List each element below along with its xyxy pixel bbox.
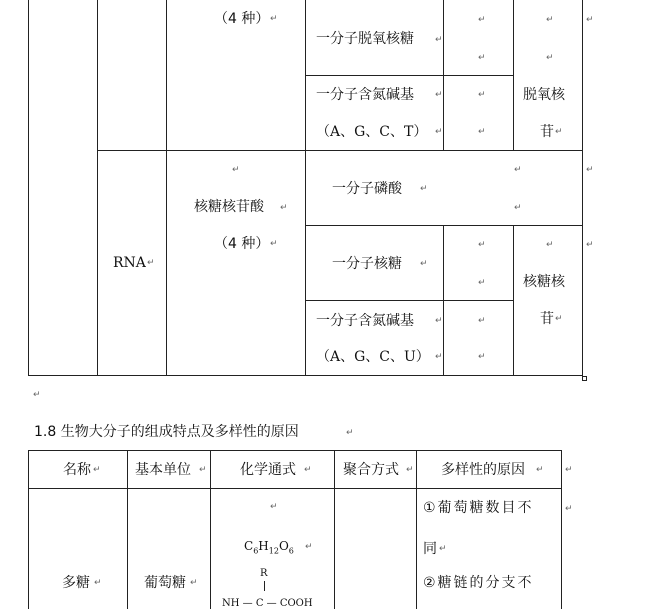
table-grid-line	[513, 226, 514, 376]
paragraph-mark-icon	[435, 91, 443, 100]
reason-line-1b: 同	[423, 541, 437, 557]
glucose-formula: $C_6H_{12}O_6$	[244, 539, 294, 556]
header-chemical-formula: 化学通式	[240, 462, 296, 478]
paragraph-mark-icon	[478, 317, 486, 326]
paragraph-mark-icon	[478, 16, 486, 25]
deoxynucleoside-line1: 脱氧核	[523, 87, 565, 103]
table-grid-line	[513, 0, 514, 151]
rna-nucleotide-count: （4 种）	[214, 236, 270, 252]
ribonucleoside-line1: 核糖核	[523, 274, 565, 290]
paragraph-mark-icon	[435, 353, 443, 362]
table-grid-line	[305, 75, 513, 76]
paragraph-mark-icon	[565, 466, 573, 475]
cell-polysaccharide: 多糖	[62, 575, 90, 591]
table-grid-line	[97, 0, 98, 376]
dna-base-line2: （A、G、C、T）	[316, 124, 428, 140]
rna-base-line1: 一分子含氮碱基	[316, 313, 414, 329]
rna-label: RNA	[113, 255, 146, 271]
amino-acid-r-group: R	[260, 568, 268, 579]
section-heading: 1.8 生物大分子的组成特点及多样性的原因	[34, 424, 299, 440]
paragraph-mark-icon	[190, 579, 198, 588]
paragraph-mark-icon	[478, 241, 486, 250]
paragraph-mark-icon	[546, 16, 554, 25]
table-header-divider	[28, 488, 562, 489]
dna-nucleotide-count: （4 种）	[214, 11, 270, 27]
paragraph-mark-icon	[478, 128, 486, 137]
paragraph-mark-icon	[270, 503, 278, 512]
paragraph-mark-icon	[280, 204, 288, 213]
paragraph-mark-icon	[420, 185, 428, 194]
paragraph-mark-icon	[586, 166, 594, 175]
paragraph-mark-icon	[232, 166, 240, 175]
deoxynucleoside-line2: 苷	[540, 124, 554, 140]
table-border-right	[582, 0, 583, 376]
table-grid-line	[97, 150, 583, 151]
paragraph-mark-icon	[420, 260, 428, 269]
table-grid-line	[305, 0, 306, 376]
formula-bond-line	[264, 581, 265, 591]
paragraph-mark-icon	[435, 317, 443, 326]
paragraph-mark-icon	[546, 241, 554, 250]
paragraph-mark-icon	[435, 36, 443, 45]
paragraph-mark-icon	[546, 54, 554, 63]
paragraph-mark-icon	[439, 545, 447, 554]
paragraph-mark-icon	[435, 128, 443, 137]
table-grid-line	[416, 450, 417, 609]
paragraph-mark-icon	[555, 128, 563, 137]
ribonucleoside-line2: 苷	[540, 311, 554, 327]
table-grid-line	[210, 450, 211, 609]
ribose-cell: 一分子核糖	[332, 256, 402, 272]
paragraph-mark-icon	[555, 315, 563, 324]
paragraph-mark-icon	[586, 16, 594, 25]
table-grid-line	[127, 450, 128, 609]
paragraph-mark-icon	[478, 279, 486, 288]
table-grid-line	[443, 226, 444, 376]
paragraph-mark-icon	[270, 240, 278, 249]
paragraph-mark-icon	[33, 391, 41, 400]
table-grid-line	[305, 225, 583, 226]
paragraph-mark-icon	[514, 166, 522, 175]
phosphate-cell: 一分子磷酸	[332, 181, 402, 197]
cell-glucose: 葡萄糖	[144, 575, 186, 591]
header-basic-unit: 基本单位	[135, 462, 191, 478]
rna-base-line2: （A、G、C、U）	[316, 349, 430, 365]
paragraph-mark-icon	[514, 204, 522, 213]
dna-base-line1: 一分子含氮碱基	[316, 87, 414, 103]
paragraph-mark-icon	[536, 466, 544, 475]
table-grid-line	[305, 300, 513, 301]
table-border-left	[28, 0, 29, 376]
paragraph-mark-icon	[346, 429, 354, 438]
header-polymerization: 聚合方式	[343, 462, 399, 478]
paragraph-mark-icon	[147, 259, 155, 268]
paragraph-mark-icon	[304, 466, 312, 475]
paragraph-mark-icon	[94, 579, 102, 588]
ribonucleotide-cell: 核糖核苷酸	[194, 199, 264, 215]
paragraph-mark-icon	[406, 466, 414, 475]
paragraph-mark-icon	[270, 15, 278, 24]
reason-line-2a: ②糖链的分支不	[423, 575, 534, 591]
reason-line-1a: ①葡萄糖数目不	[423, 500, 534, 516]
paragraph-mark-icon	[586, 241, 594, 250]
table-border-bottom	[28, 375, 583, 376]
header-diversity-reason: 多样性的原因	[441, 462, 525, 478]
amino-acid-formula-partial: NH — C — COOH	[222, 598, 313, 609]
table-grid-line	[166, 0, 167, 376]
paragraph-mark-icon	[478, 353, 486, 362]
table-resize-handle[interactable]	[582, 376, 587, 381]
paragraph-mark-icon	[93, 466, 101, 475]
deoxyribose-cell: 一分子脱氧核糖	[316, 31, 414, 47]
table-border-left	[28, 450, 29, 609]
paragraph-mark-icon	[565, 505, 573, 514]
table-border-top	[28, 450, 562, 451]
paragraph-mark-icon	[478, 91, 486, 100]
paragraph-mark-icon	[478, 54, 486, 63]
table-border-right	[561, 450, 562, 609]
table-grid-line	[334, 450, 335, 609]
header-name: 名称	[63, 462, 91, 478]
paragraph-mark-icon	[305, 543, 313, 552]
paragraph-mark-icon	[199, 466, 207, 475]
